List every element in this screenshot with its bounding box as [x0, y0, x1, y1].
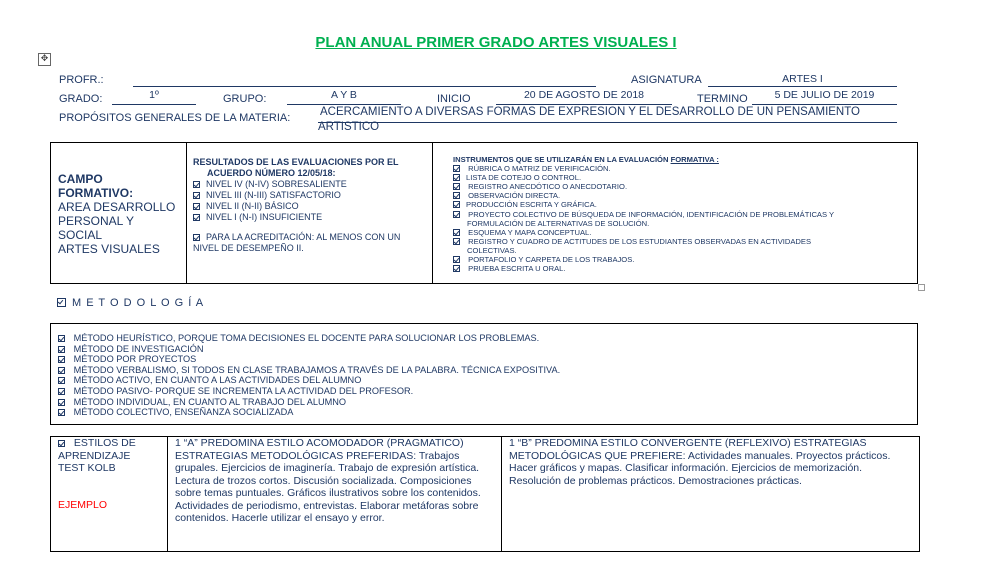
table-resize-handle[interactable] — [918, 284, 925, 291]
termino-field-line[interactable] — [752, 104, 897, 105]
campo-line-3: SOCIAL — [58, 228, 103, 242]
profr-label: PROFR.: — [59, 74, 104, 86]
estilo-a-line: 1 “A” PREDOMINA ESTILO ACOMODADOR (PRAGMATICO) — [175, 437, 464, 449]
instrumento-item[interactable]: LISTA DE COTEJO O CONTROL. — [453, 173, 913, 182]
metodologia-item[interactable]: MÉTODO DE INVESTIGACIÓN — [58, 344, 908, 355]
metodologia-item[interactable]: MÉTODO HEURÍSTICO, PORQUE TOMA DECISIONES EL DOCENTE PARA SOLUCIONAR LOS PROBLEMAS. — [58, 333, 908, 344]
resultados-item[interactable]: NIVEL II (N-II) BÁSICO — [193, 201, 429, 212]
checkbox-icon — [453, 165, 460, 172]
checkbox-icon — [58, 399, 65, 406]
asignatura-field-line[interactable] — [708, 86, 897, 87]
estilos-col-divider-2 — [501, 436, 502, 552]
estilo-a-cell — [175, 437, 497, 525]
estilos-col-divider-1 — [167, 436, 168, 552]
propositos-line-2[interactable]: ARTISTICO — [318, 121, 380, 133]
metodologia-item[interactable]: MÉTODO VERBALISMO, SI TODOS EN CLASE TRABAJAMOS A TRAVÉS DE LA PALABRA. TÉCNICA EXPOSITIVA. — [58, 365, 908, 376]
campo-heading-1: CAMPO — [58, 172, 103, 186]
checkbox-icon — [58, 367, 65, 374]
checkbox-icon — [453, 201, 460, 208]
instrumento-item[interactable]: PORTAFOLIO Y CARPETA DE LOS TRABAJOS. — [453, 255, 913, 264]
campo-line-1: AREA DESARROLLO — [58, 200, 176, 214]
document-title: PLAN ANUAL PRIMER GRADO ARTES VISUALES I — [315, 34, 677, 51]
metodologia-item[interactable]: MÉTODO COLECTIVO, ENSEÑANZA SOCIALIZADA — [58, 407, 908, 418]
checkbox-icon — [58, 346, 65, 353]
estilo-a-line: sobre temas puntuales. Gráficos ilustrativos sobre los contenidos. — [175, 487, 481, 499]
grado-value[interactable]: 1º — [149, 89, 159, 101]
asignatura-value[interactable]: ARTES I — [782, 73, 823, 85]
checkbox-icon — [453, 192, 460, 199]
estilo-a-line: contenidos. Hacerle utilizar el ensayo y error. — [175, 512, 385, 524]
checkbox-icon — [193, 203, 200, 210]
checkbox-icon — [57, 298, 66, 307]
instrumento-item[interactable]: RÚBRICA O MATRIZ DE VERIFICACIÓN. — [453, 164, 913, 173]
instrumento-item[interactable]: REGISTRO Y CUADRO DE ACTITUDES DE LOS ESTUDIANTES OBSERVADAS EN ACTIVIDADES — [453, 237, 913, 246]
estilo-a-line: Actividades de periodismo, entrevistas. Elaborar metáforas sobre — [175, 499, 479, 512]
grupo-label: GRUPO: — [223, 93, 267, 105]
estilo-a-line: ESTRATEGIAS METODOLÓGICAS PREFERIDAS: Trabajos — [175, 449, 460, 462]
estilo-b-line: Resolución de problemas prácticos. Demostraciones prácticas. — [509, 474, 802, 487]
instrumento-item[interactable]: PRODUCCIÓN ESCRITA Y GRÁFICA. — [453, 200, 913, 209]
estilos-label-1: ESTILOS DE — [58, 437, 164, 450]
resultados-title-1: RESULTADOS DE LAS EVALUACIONES POR EL — [193, 157, 399, 167]
inicio-value[interactable]: 20 DE AGOSTO DE 2018 — [523, 89, 645, 101]
grupo-field-line[interactable] — [287, 104, 401, 105]
propositos-underline — [318, 122, 897, 123]
estilos-label-cell — [58, 437, 164, 511]
checkbox-icon — [58, 335, 65, 342]
resultados-item[interactable]: NIVEL III (N-III) SATISFACTORIO — [193, 190, 429, 201]
checkbox-icon — [58, 440, 65, 447]
instrumento-continuation: FORMULACIÓN DE ALTERNATIVAS DE SOLUCIÓN. — [467, 218, 650, 228]
inicio-field-line[interactable] — [496, 104, 672, 105]
checkbox-icon — [453, 238, 460, 245]
checkbox-icon — [58, 409, 65, 416]
checkbox-icon — [453, 174, 460, 181]
checkbox-icon — [453, 265, 460, 272]
instrumentos-cell — [453, 155, 913, 273]
propositos-label: PROPÓSITOS GENERALES DE LA MATERIA: — [59, 112, 291, 124]
checkbox-icon — [453, 211, 460, 218]
estilos-label-2: APRENDIZAJE — [58, 449, 131, 462]
checkbox-icon — [193, 214, 200, 221]
grupo-value[interactable]: A Y B — [331, 89, 357, 101]
estilo-b-line: 1 “B” PREDOMINA ESTILO CONVERGENTE (REFLEXIVO) ESTRATEGIAS — [509, 437, 867, 449]
profr-field-line[interactable] — [133, 86, 596, 87]
estilo-a-line: Lectura de trozos cortos. Discusión socializada. Composiciones — [175, 474, 472, 487]
termino-label: TERMINO — [697, 93, 748, 105]
metodologia-item[interactable]: MÉTODO INDIVIDUAL, EN CUANTO AL TRABAJO DEL ALUMNO — [58, 397, 908, 408]
table-move-handle-icon[interactable]: ✥ — [38, 53, 51, 66]
instrumentos-title: INSTRUMENTOS QUE SE UTILIZARÁN EN LA EVALUACIÓN FORMATIVA : — [453, 155, 719, 164]
inicio-label: INICIO — [437, 93, 471, 105]
instrumento-item[interactable]: REGISTRO ANECDÓTICO O ANECDOTARIO. — [453, 182, 913, 191]
campo-line-4: ARTES VISUALES — [58, 242, 160, 256]
metodologia-item[interactable]: MÉTODO ACTIVO, EN CUANTO A LAS ACTIVIDADES DEL ALUMNO — [58, 375, 908, 386]
metodologia-item[interactable]: MÉTODO POR PROYECTOS — [58, 354, 908, 365]
campo-heading-2: FORMATIVO: — [58, 186, 134, 200]
checkbox-icon — [453, 256, 460, 263]
estilo-b-line: METODOLÓGICAS QUE PREFIERE: Actividades manuales. Proyectos prácticos. — [509, 449, 891, 462]
acreditacion-item[interactable]: PARA LA ACREDITACIÓN: AL MENOS CON UN — [193, 232, 429, 243]
propositos-line-1[interactable]: ACERCAMIENTO A DIVERSAS FORMAS DE EXPRESION Y EL DESARROLLO DE UN PENSAMIENTO — [320, 106, 861, 118]
estilo-b-cell — [509, 437, 915, 487]
metodologia-heading: M E T O D O L O G Í A — [57, 297, 204, 309]
instrumento-continuation: COLECTIVAS. — [467, 245, 517, 255]
resultados-item[interactable]: NIVEL IV (N-IV) SOBRESALIENTE — [193, 179, 429, 190]
metodologia-list — [58, 333, 908, 418]
checkbox-icon — [193, 234, 200, 241]
checkbox-icon — [58, 356, 65, 363]
resultados-title-2: ACUERDO NÚMERO 12/05/18: — [207, 168, 336, 178]
evaluation-col-divider-1 — [186, 142, 187, 284]
instrumento-item[interactable]: PROYECTO COLECTIVO DE BÚSQUEDA DE INFORMACIÓN, IDENTIFICACIÓN DE PROBLEMÁTICAS Y — [453, 210, 913, 219]
grado-label: GRADO: — [59, 93, 103, 105]
evaluation-col-divider-2 — [432, 142, 433, 284]
checkbox-icon — [58, 388, 65, 395]
checkbox-icon — [453, 229, 460, 236]
resultados-cell — [193, 157, 429, 254]
instrumento-item[interactable]: OBSERVACIÓN DIRECTA. — [453, 191, 913, 200]
asignatura-label: ASIGNATURA — [631, 74, 702, 86]
instrumento-item[interactable]: PRUEBA ESCRITA U ORAL. — [453, 264, 913, 273]
termino-value[interactable]: 5 DE JULIO DE 2019 — [774, 89, 875, 101]
checkbox-icon — [193, 192, 200, 199]
estilo-b-line: Hacer gráficos y mapas. Clasificar información. Ejercicios de memorización. — [509, 462, 863, 474]
acreditacion-line-2: NIVEL DE DESEMPEÑO II. — [193, 243, 304, 253]
checkbox-icon — [193, 181, 200, 188]
resultados-item[interactable]: NIVEL I (N-I) INSUFICIENTE — [193, 212, 429, 223]
campo-formativo-cell — [58, 172, 184, 256]
estilos-label-3: TEST KOLB — [58, 462, 116, 474]
grado-field-line[interactable] — [112, 104, 196, 105]
estilo-a-line: grupales. Ejercicios de imaginería. Trabajo de expresión artística. — [175, 462, 480, 474]
campo-line-2: PERSONAL Y — [58, 214, 135, 228]
metodologia-item[interactable]: MÉTODO PASIVO- PORQUE SE INCREMENTA LA ACTIVIDAD DEL PROFESOR. — [58, 386, 908, 397]
instrumento-item[interactable]: ESQUEMA Y MAPA CONCEPTUAL. — [453, 228, 913, 237]
checkbox-icon — [453, 183, 460, 190]
ejemplo-label: EJEMPLO — [58, 498, 108, 511]
checkbox-icon — [58, 377, 65, 384]
